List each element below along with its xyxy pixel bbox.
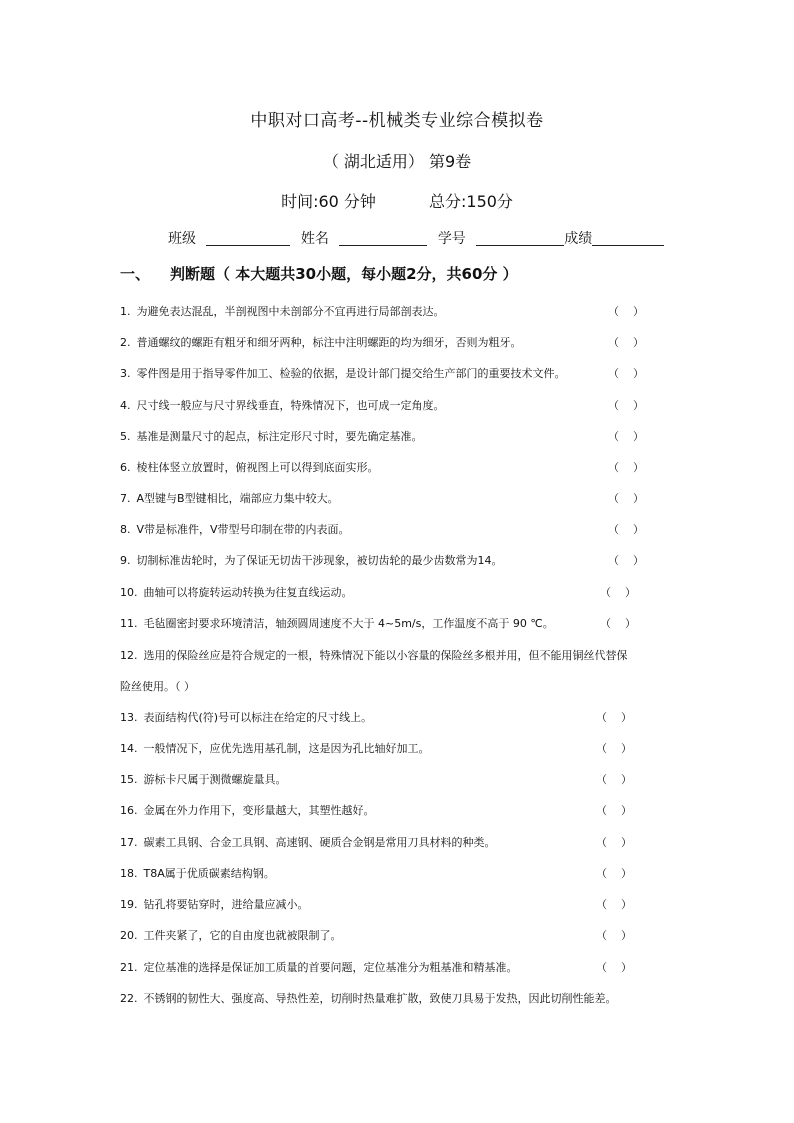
- id-label: 学号: [437, 231, 466, 247]
- question-text: 零件图是用于指导零件加工、检验的依据，是设计部门提交给生产部门的重要技术文件。: [136, 367, 566, 380]
- answer-paren-19[interactable]: （ ）: [596, 898, 632, 911]
- question-number: 14.: [120, 742, 138, 755]
- question-text: V带是标准件，V带型号印制在带的内表面。: [136, 523, 350, 536]
- question-12-continued: 险丝使用。（ ）: [120, 680, 195, 693]
- question-20: [120, 927, 342, 943]
- question-text: A型键与B型键相比，端部应力集中较大。: [136, 492, 339, 505]
- question-text: 定位基准的选择是保证加工质量的首要问题，定位基准分为粗基准和精基准。: [143, 961, 518, 974]
- question-number: 1.: [120, 305, 131, 318]
- question-1: [120, 303, 445, 319]
- id-blank[interactable]: [476, 231, 564, 246]
- question-12: [120, 647, 628, 663]
- answer-paren-18[interactable]: （ ）: [596, 867, 632, 880]
- answer-paren-9[interactable]: （ ）: [608, 554, 644, 567]
- question-text: 曲轴可以将旋转运动转换为往复直线运动。: [143, 586, 353, 599]
- question-number: 12.: [120, 649, 138, 662]
- question-text: 钻孔将要钻穿时，进给量应减小。: [143, 898, 309, 911]
- question-number: 11.: [120, 617, 138, 630]
- name-blank[interactable]: [339, 231, 427, 246]
- answer-paren-10[interactable]: （ ）: [600, 586, 636, 599]
- question-text: 为避免表达混乱，半剖视图中未剖部分不宜再进行局部剖表达。: [136, 305, 445, 318]
- question-text: T8A属于优质碳素结构钢。: [143, 867, 275, 880]
- class-blank[interactable]: [206, 231, 290, 246]
- question-number: 13.: [120, 711, 138, 724]
- question-18: [120, 865, 275, 881]
- question-14: [120, 740, 430, 756]
- question-number: 7.: [120, 492, 131, 505]
- question-number: 8.: [120, 523, 131, 536]
- question-22: [120, 990, 617, 1006]
- question-number: 5.: [120, 430, 131, 443]
- student-info-fields: [168, 228, 670, 248]
- answer-paren-6[interactable]: （ ）: [608, 461, 644, 474]
- question-number: 19.: [120, 898, 138, 911]
- answer-paren-14[interactable]: （ ）: [596, 742, 632, 755]
- question-text: 工件夹紧了，它的自由度也就被限制了。: [143, 929, 342, 942]
- name-label: 姓名: [300, 231, 329, 247]
- question-number: 16.: [120, 804, 138, 817]
- grade-label: 成绩: [564, 231, 593, 247]
- question-number: 9.: [120, 554, 131, 567]
- exam-time: 时间:60 分钟: [281, 192, 376, 211]
- question-number: 3.: [120, 367, 131, 380]
- question-text: 表面结构代(符)号可以标注在给定的尺寸线上。: [143, 711, 373, 724]
- question-13: [120, 709, 372, 725]
- exam-title: 中职对口高考--机械类专业综合模拟卷: [250, 111, 544, 131]
- question-6: [120, 459, 379, 475]
- question-text: 普通螺纹的螺距有粗牙和细牙两种，标注中注明螺距的均为细牙，否则为粗牙。: [136, 336, 522, 349]
- question-16: [120, 802, 375, 818]
- question-3: [120, 365, 566, 381]
- question-text: 棱柱体竖立放置时，俯视图上可以得到底面实形。: [136, 461, 379, 474]
- answer-paren-21[interactable]: （ ）: [596, 961, 632, 974]
- question-19: [120, 896, 309, 912]
- question-text: 一般情况下，应优先选用基孔制，这是因为孔比轴好加工。: [143, 742, 430, 755]
- question-7: [120, 490, 339, 506]
- question-text: 尺寸线一般应与尺寸界线垂直，特殊情况下，也可成一定角度。: [136, 399, 445, 412]
- answer-paren-1[interactable]: （ ）: [608, 305, 644, 318]
- question-number: 18.: [120, 867, 138, 880]
- answer-paren-11[interactable]: （ ）: [600, 617, 636, 630]
- answer-paren-17[interactable]: （ ）: [596, 836, 632, 849]
- question-10: [120, 584, 353, 600]
- question-5: [120, 428, 423, 444]
- question-number: 22.: [120, 992, 138, 1005]
- exam-total-score: 总分:150分: [429, 192, 513, 211]
- question-text: 基准是测量尺寸的起点，标注定形尺寸时，要先确定基准。: [136, 430, 423, 443]
- question-number: 6.: [120, 461, 131, 474]
- question-text: 毛毡圈密封要求环境清洁，轴颈圆周速度不大于 4~5m/s，工作温度不高于 90 ℃。: [143, 617, 554, 630]
- question-2: [120, 334, 522, 350]
- question-8: [120, 521, 350, 537]
- answer-paren-13[interactable]: （ ）: [596, 711, 632, 724]
- answer-paren-7[interactable]: （ ）: [608, 492, 644, 505]
- question-number: 2.: [120, 336, 131, 349]
- question-text: 切制标准齿轮时，为了保证无切齿干涉现象，被切齿轮的最少齿数常为14。: [136, 554, 503, 567]
- question-text: 游标卡尺属于测微螺旋量具。: [143, 773, 287, 786]
- question-4: [120, 397, 445, 413]
- question-number: 4.: [120, 399, 131, 412]
- question-9: [120, 552, 503, 568]
- question-number: 10.: [120, 586, 138, 599]
- question-text: 选用的保险丝应是符合规定的一根，特殊情况下能以小容量的保险丝多根并用，但不能用铜丝代替保: [143, 649, 628, 662]
- question-11: [120, 615, 554, 631]
- question-21: [120, 959, 518, 975]
- question-17: [120, 834, 496, 850]
- section-heading: [120, 263, 518, 284]
- question-number: 17.: [120, 836, 138, 849]
- question-text: 金属在外力作用下，变形量越大，其塑性越好。: [143, 804, 375, 817]
- question-number: 20.: [120, 929, 138, 942]
- answer-paren-16[interactable]: （ ）: [596, 804, 632, 817]
- question-number: 21.: [120, 961, 138, 974]
- question-text: 不锈钢的韧性大、强度高、导热性差，切削时热量难扩散，致使刀具易于发热，因此切削性能差。: [143, 992, 617, 1005]
- answer-paren-8[interactable]: （ ）: [608, 523, 644, 536]
- answer-paren-5[interactable]: （ ）: [608, 430, 644, 443]
- question-15: [120, 771, 287, 787]
- answer-paren-15[interactable]: （ ）: [596, 773, 632, 786]
- section-number: 一、: [120, 265, 151, 283]
- question-text: 碳素工具钢、合金工具钢、高速钢、硬质合金钢是常用刀具材料的种类。: [143, 836, 496, 849]
- section-title: 判断题（ 本大题共30小题，每小题2分，共60分 ）: [170, 265, 518, 283]
- exam-time-score: [0, 189, 794, 212]
- grade-blank[interactable]: [592, 231, 664, 246]
- answer-paren-20[interactable]: （ ）: [596, 929, 632, 942]
- class-label: 班级: [168, 231, 196, 247]
- answer-paren-3[interactable]: （ ）: [608, 367, 644, 380]
- answer-paren-4[interactable]: （ ）: [608, 399, 644, 412]
- exam-subtitle: （ 湖北适用） 第9卷: [322, 152, 472, 171]
- question-number: 15.: [120, 773, 138, 786]
- answer-paren-2[interactable]: （ ）: [608, 336, 644, 349]
